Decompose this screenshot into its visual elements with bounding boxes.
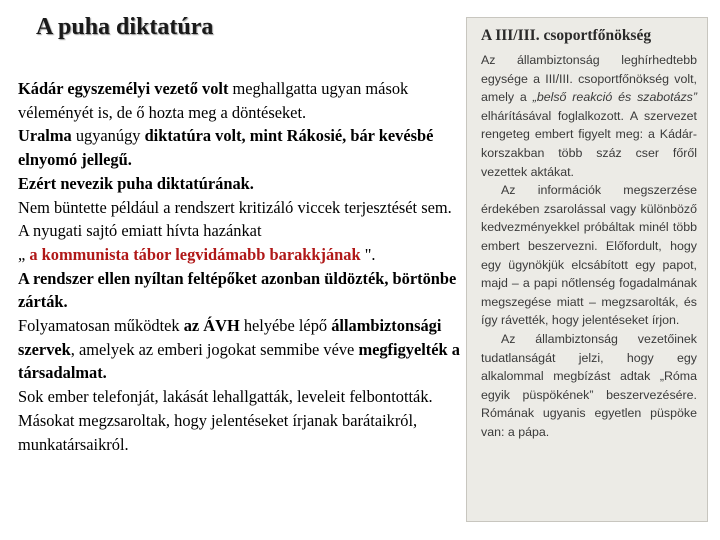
clip-p1-a: Az állambiztonság leghírhedtebb egysége a III/III. csoportfőnökség volt, amely a bbox=[481, 53, 697, 105]
avh-a: Folyamatosan működtek bbox=[18, 316, 184, 336]
avh-f: megfigyelték a társadalmat. bbox=[18, 339, 460, 383]
quote-open: „ bbox=[18, 244, 30, 264]
uralma-bold: Uralma bbox=[18, 126, 72, 146]
avh-b: az ÁVH bbox=[183, 316, 240, 336]
paragraph-lehallgattak: Sok ember telefonját, lakását lehallgatták, leveleit felbontották. bbox=[18, 387, 433, 407]
kadar-rest: meghallgatta ugyan mások véleményét is, de ő hozta meg a döntéseket. bbox=[18, 79, 409, 122]
avh-d: állambiztonsági szervek bbox=[18, 316, 442, 359]
quote-text: a kommunista tábor legvidámabb barakkjának bbox=[29, 244, 361, 264]
clip-p1-italic: „belső reakció és szabotázs” bbox=[532, 90, 697, 105]
clipping-paragraph-2: Az információk megszerzése érdekében zsarolással vagy különböző kedvezményekkel próbáltak minél több embert beszervezni. Előfordult, hogy egy ügynökjük elcsábított egy papot, majd – a papi nőtlenség fogadalmának megszegése miatt – megzsarolták, és így rávették, hogy jelentéseket írjon. bbox=[481, 183, 697, 328]
paragraph-kadar bbox=[18, 77, 463, 124]
avh-e: , amelyek az emberi jogokat semmibe véve bbox=[70, 339, 359, 359]
page-title: A puha diktatúra bbox=[36, 14, 214, 40]
paragraph-uldoztek: A rendszer ellen nyíltan feltépőket azonban üldözték, börtönbe zárták. bbox=[18, 268, 457, 312]
paragraph-viccek: Nem büntette például a rendszert kritizáló viccek terjesztését sem. bbox=[18, 197, 452, 217]
main-text bbox=[18, 77, 463, 456]
paragraph-quote bbox=[18, 243, 463, 267]
paragraph-puha: Ezért nevezik puha diktatúrának. bbox=[18, 173, 254, 193]
clipping-heading: A III/III. csoportfőnökség bbox=[481, 27, 652, 44]
quote-close: ". bbox=[360, 244, 376, 264]
paragraph-nyugati: A nyugati sajtó emiatt hívta hazánkat bbox=[18, 221, 262, 241]
uralma-bold-2: diktatúra volt, mint Rákosié, bár kevésbé elnyomó jellegű. bbox=[18, 126, 434, 170]
clipping-paragraph-1 bbox=[481, 51, 697, 181]
kadar-bold: Kádár egyszemélyi vezető volt bbox=[18, 79, 229, 98]
paragraph-uralma bbox=[18, 124, 463, 171]
clip-p1-b: elhárításával foglalkozott. A szervezet rengeteg embert figyelt meg: a Kádár-korszakban több száz cser főről vezettek aktákat. bbox=[481, 108, 697, 179]
uralma-mid: ugyanúgy bbox=[71, 126, 145, 146]
paragraph-avh bbox=[18, 314, 463, 385]
avh-c: helyébe lépő bbox=[239, 316, 332, 336]
paragraph-zsaroltak: Másokat megzsaroltak, hogy jelentéseket írjanak barátaikról, munkatársaikról. bbox=[18, 410, 418, 454]
textbook-clipping bbox=[466, 17, 708, 522]
clipping-paragraph-3: Az állambiztonság vezetőinek tudatlanságát jelzi, hogy egy alkalommal megbízást adtak „Róma egyik püspökének” beszervezésére. Rómának ugyanis egyetlen püspöke van: a pápa. bbox=[481, 331, 697, 439]
